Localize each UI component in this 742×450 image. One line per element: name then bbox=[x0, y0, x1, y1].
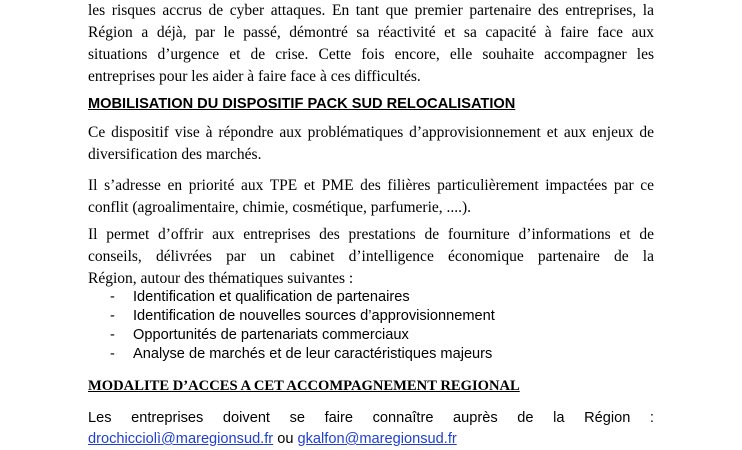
paragraph-line: Ce dispositif vise à répondre aux problématiques d’approvisionnement et aux enjeux de bbox=[88, 124, 654, 141]
paragraph-line: Il s’adresse en priorité aux TPE et PME des filières particulièrement impactées par ce bbox=[88, 177, 654, 194]
thematiques-list bbox=[110, 288, 495, 364]
dispositif-paragraph bbox=[88, 122, 654, 166]
bullet-marker: - bbox=[110, 289, 115, 305]
contact-paragraph bbox=[88, 408, 654, 450]
cible-paragraph bbox=[88, 175, 654, 219]
section-heading-modalite: MODALITE D’ACCES A CET ACCOMPAGNEMENT REGIONAL bbox=[88, 378, 520, 394]
email-connector: ou bbox=[277, 431, 294, 447]
list-item bbox=[110, 288, 495, 307]
intro-paragraph bbox=[88, 0, 654, 88]
list-item-text: Opportunités de partenariats commerciaux bbox=[133, 327, 409, 343]
bullet-marker: - bbox=[110, 327, 115, 343]
paragraph-line: Région, autour des thématiques suivantes : bbox=[88, 270, 354, 287]
paragraph-line: conseils, délivrées par un cabinet d’intelligence économique partenaire de la bbox=[88, 248, 654, 265]
list-item-text: Identification de nouvelles sources d’approvisionnement bbox=[133, 308, 495, 324]
section-heading-relocalisation: MOBILISATION DU DISPOSITIF PACK SUD RELOCALISATION bbox=[88, 96, 516, 112]
intro-line: entreprises pour les aider à faire face à ces difficultés. bbox=[88, 68, 421, 85]
intro-line: Région a déjà, par le passé, démontré sa réactivité et sa capacité à faire face aux bbox=[88, 24, 654, 41]
list-item-text: Identification et qualification de partenaires bbox=[133, 289, 410, 305]
list-item bbox=[110, 307, 495, 326]
bullet-marker: - bbox=[110, 308, 115, 324]
bullet-marker: - bbox=[110, 346, 115, 362]
paragraph-line: Il permet d’offrir aux entreprises des prestations de fourniture d’informations et de bbox=[88, 226, 654, 243]
list-item-text: Analyse de marchés et de leur caractéristiques majeurs bbox=[133, 346, 493, 362]
list-item bbox=[110, 345, 495, 364]
paragraph-line: diversification des marchés. bbox=[88, 146, 262, 163]
email-link-drochiccioli[interactable]: drochicciolì@maregionsud.fr bbox=[88, 431, 274, 447]
list-item bbox=[110, 326, 495, 345]
intro-line: situations d’urgence et de crise. Cette fois encore, elle souhaite accompagner les bbox=[88, 46, 654, 63]
contact-emails bbox=[88, 429, 654, 450]
prestations-paragraph bbox=[88, 224, 654, 290]
paragraph-line: conflit (agroalimentaire, chimie, cosmétique, parfumerie, ....). bbox=[88, 199, 472, 216]
contact-line: Les entreprises doivent se faire connaître auprès de la Région : bbox=[88, 410, 654, 426]
intro-line: les risques accrus de cyber attaques. En tant que premier partenaire des entreprises, la bbox=[88, 2, 654, 19]
email-link-gkalfon[interactable]: gkalfon@maregionsud.fr bbox=[297, 431, 457, 447]
